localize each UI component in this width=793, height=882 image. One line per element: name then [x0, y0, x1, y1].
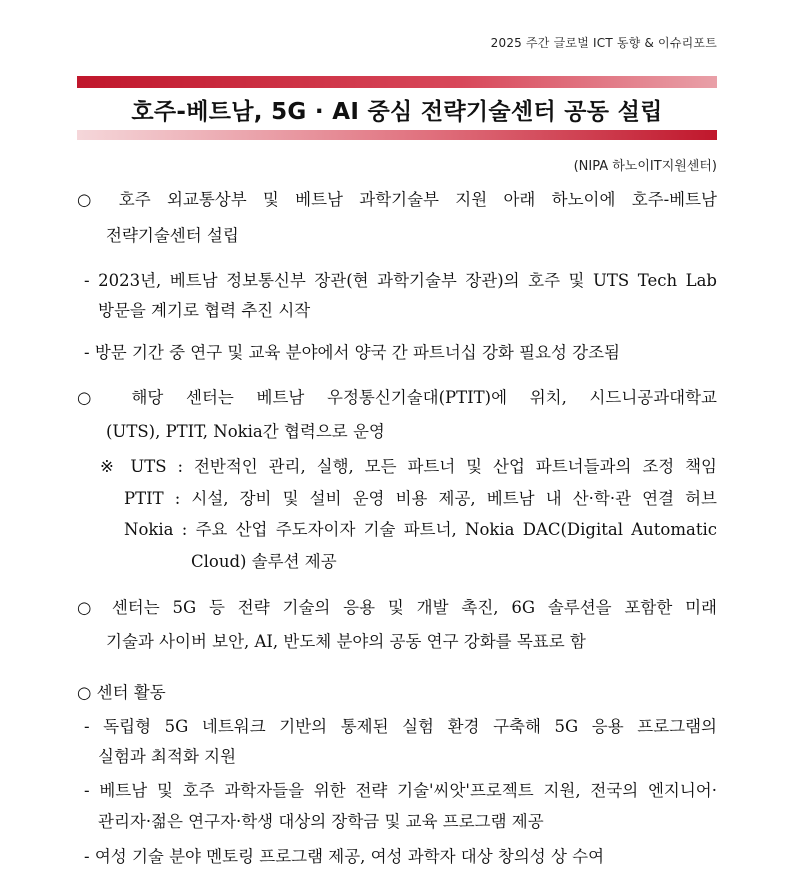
sub-1-1-line-1: - 2023년, 베트남 정보통신부 장관(현 과학기술부 장관)의 호주 및 UTS Tech Lab: [84, 271, 717, 290]
sub-4-3-line-1: - 여성 기술 분야 멘토링 프로그램 제공, 여성 과학자 대상 창의성 상 수여: [84, 847, 605, 866]
sub-4-1-line-1: - 독립형 5G 네트워크 기반의 통제된 실험 환경 구축해 5G 응용 프로그램의: [84, 717, 717, 736]
bullet-1-line-2: 전략기술센터 설립: [106, 226, 239, 245]
source-attribution: (NIPA 하노이IT지원센터): [573, 159, 717, 174]
note-uts: ※ UTS : 전반적인 관리, 실행, 모든 파트너 및 산업 파트너들과의 조정 책임: [100, 457, 717, 476]
sub-4-2-line-1: - 베트남 및 호주 과학자들을 위한 전략 기술'씨앗'프로젝트 지원, 전국의 엔지니어·: [84, 781, 717, 800]
bullet-3-line-1: ○ 센터는 5G 등 전략 기술의 응용 및 개발 촉진, 6G 솔루션을 포함한 미래: [77, 598, 717, 617]
report-header: 2025 주간 글로벌 ICT 동향 & 이슈리포트: [490, 36, 717, 50]
sub-1-2-line-1: - 방문 기간 중 연구 및 교육 분야에서 양국 간 파트너십 강화 필요성 강조됨: [84, 343, 620, 362]
sub-4-1-line-2: 실험과 최적화 지원: [98, 747, 237, 766]
document-title: 호주-베트남, 5G · AI 중심 전략기술센터 공동 설립: [131, 98, 663, 125]
note-nokia-line-1: Nokia : 주요 산업 주도자이자 기술 파트너, Nokia DAC(Digital Automatic: [124, 520, 717, 539]
note-nokia-line-2: Cloud) 솔루션 제공: [191, 552, 337, 571]
bullet-2-line-1: ○ 해당 센터는 베트남 우정통신기술대(PTIT)에 위치, 시드니공과대학교: [77, 388, 717, 407]
bullet-1-line-1: ○ 호주 외교통상부 및 베트남 과학기술부 지원 아래 하노이에 호주-베트남: [77, 190, 717, 209]
sub-1-1-line-2: 방문을 계기로 협력 추진 시작: [98, 301, 311, 320]
sub-4-2-line-2: 관리자·젊은 연구자·학생 대상의 장학금 및 교육 프로그램 제공: [98, 812, 544, 831]
bullet-3-line-2: 기술과 사이버 보안, AI, 반도체 분야의 공동 연구 강화를 목표로 함: [106, 632, 586, 651]
bullet-4-line-1: ○ 센터 활동: [77, 683, 166, 702]
title-band-top: [77, 76, 717, 88]
note-ptit: PTIT : 시설, 장비 및 설비 운영 비용 제공, 베트남 내 산·학·관 연결 허브: [124, 489, 717, 508]
title-band-bottom: [77, 130, 717, 140]
bullet-2-line-2: (UTS), PTIT, Nokia간 협력으로 운영: [106, 422, 385, 441]
